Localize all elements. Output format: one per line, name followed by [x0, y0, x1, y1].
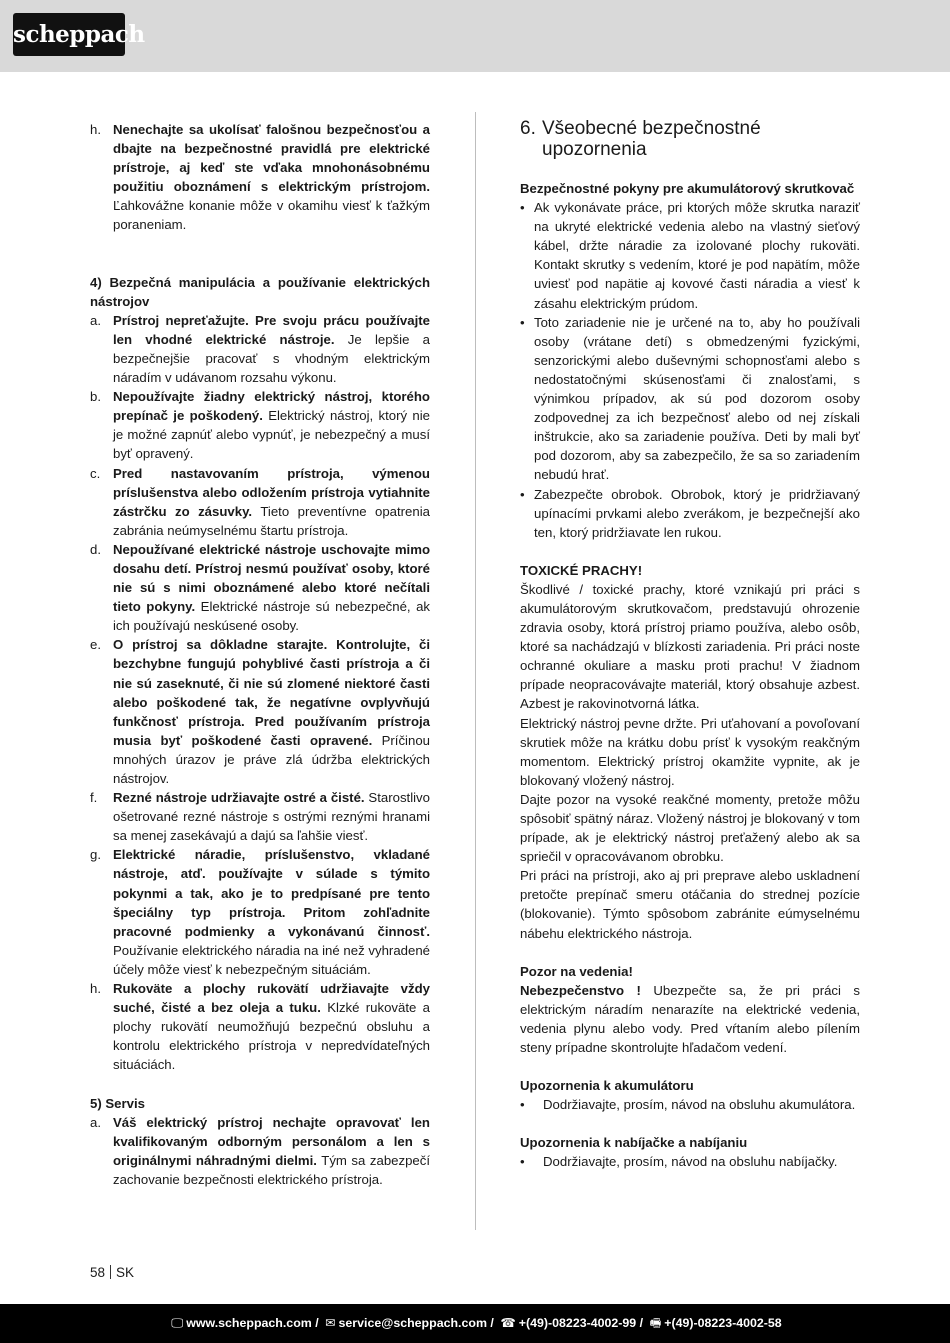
list-item-a — [90, 311, 430, 387]
cables-text: Ubezpečte sa, že pri práci s elektrickým náradím nenarazíte na elektrické vedenia, vedenia plynu alebo vody. Pred vŕtaním alebo pílením steny prípadne skontrolujte hľadačom vedení. — [520, 982, 860, 1056]
bullet-icon: • — [520, 200, 525, 216]
list-item — [520, 485, 860, 542]
danger-label: Nebezpečenstvo ! — [520, 982, 641, 998]
item-bold-text: Rukoväte a plochy rukovätí udržiavajte vždy suché, čisté a bez oleja a tuku. — [113, 981, 430, 1016]
right-column — [520, 120, 860, 1172]
item-bold-text: Elektrické náradie, príslušenstvo, vkladané nástroje, atď. používajte v súlade s týmito pokynmi a tak, ako je to predpísané pre tento špeciálny typ prístroja. Pritom zohľadnite pracovné podmienky a vykonávanú činnosť. — [113, 847, 430, 939]
list-item-h2 — [90, 979, 430, 1074]
bullet-text: Toto zariadenie nie je určené na to, aby ho používali osoby (vrátane detí) s obmedzenými fyzickými, senzorickými alebo duševnými schopnosťami alebo s nedostatočnými skúsenosťami či znalosťami, s výnimkou prípadov, ak sú pod dozorom osoby zodpovednej za ich bezpečnosť alebo od nej získali inštrukcie, ako sa zariadenie používa. Deti by mali byť pod dozorom, aby sa zabezpečilo, že sa so zariadením nebudú hrať. — [534, 314, 860, 483]
phone-icon: ☎ — [500, 1316, 516, 1330]
list-item — [520, 313, 860, 485]
page-footer — [90, 1265, 134, 1280]
contact-bar — [0, 1304, 950, 1343]
toxic-paragraph: Škodlivé / toxické prachy, ktoré vznikajú pri práci s akumulátorovým skrutkovačom, predstavujú ohrozenie zdravia osoby, ktorá prístroj priamo používa, alebo osôb, ktoré sa nachádzajú v blízkosti zariadenia. Pri práci noste ochranné okuliare a masku proti prachu! V žiadnom prípade neopracovávajte materiál, ktorý obsahuje azbest. Azbest je rakovinotvorná látka. — [520, 581, 860, 712]
list-item — [520, 1152, 860, 1171]
cables-paragraph — [520, 981, 860, 1057]
item-bold-text: Váš elektrický prístroj nechajte opravovať len kvalifikovaným odborným personálom a len s originálnymi náhradnými dielmi. — [113, 1114, 430, 1168]
bullet-text: Ak vykonávate práce, pri ktorých môže skrutka naraziť na ukryté elektrické vedenia alebo na vlastný sieťový kábel, držte náradie za izolované plochy rukoväti. Kontakt skrutky s vedením, ktoré je pod napätím, môže uviesť pod napätie aj kovové časti náradia a viesť k zásahu elektrickým prúdom. — [534, 200, 860, 311]
item-text: Tým sa zabezpečí zachovanie bezpečnosti elektrického prístroja. — [113, 1152, 431, 1187]
screwdriver-safety-heading: Bezpečnostné pokyny pre akumulátorový skrutkovač — [520, 181, 855, 196]
charger-heading: Upozornenia k nabíjačke a nabíjaniu — [520, 1135, 748, 1151]
bullet-text: Zabezpečte obrobok. Obrobok, ktorý je pridržiavaný upínacími prvkami alebo zverákom, je bezpečnejší ako ten, ktorý pridržiavate len rukou. — [534, 486, 860, 540]
bullet-text: Dodržiavajte, prosím, návod na obsluhu nabíjačky. — [543, 1154, 838, 1170]
list-item-f — [90, 788, 430, 845]
item-text: Ľahkovážne konanie môže v okamihu viesť k ťažkým poraneniam. — [113, 198, 430, 233]
item-text: Používanie elektrického náradia na iné než vyhradené účely môže viesť k nebezpečným situáciám. — [113, 942, 430, 977]
list-item-e — [90, 635, 430, 788]
item-bold-text: Prístroj nepreťažujte. Pre svoju prácu používajte len vhodné elektrické nástroje. — [113, 312, 430, 347]
website-link[interactable]: www.scheppach.com / — [186, 1316, 319, 1330]
toxic-dust-heading: TOXICKÉ PRACHY! — [520, 562, 643, 578]
web-icon: 🖵 — [171, 1316, 184, 1330]
fax-icon: 🖷 — [649, 1316, 662, 1330]
list-item — [520, 198, 860, 313]
section-4-heading: 4) Bezpečná manipulácia a používanie elektrických nástrojov — [90, 274, 430, 309]
list-item-a — [90, 1113, 430, 1189]
page-number: 58 — [90, 1265, 106, 1280]
bullet-text: Dodržiavajte, prosím, návod na obsluhu akumulátora. — [543, 1097, 856, 1113]
list-item-d — [90, 540, 430, 635]
separator — [110, 1265, 111, 1279]
bullet-icon: • — [520, 486, 525, 502]
language-code: SK — [116, 1265, 135, 1280]
item-marker: h. — [90, 122, 101, 137]
item-marker: a. — [90, 1114, 101, 1130]
item-marker: f. — [90, 790, 98, 806]
item-marker: c. — [90, 465, 101, 481]
toxic-paragraph: Pri práci na prístroji, ako aj pri preprave alebo uskladnení pretočte prepínač smeru otáčania do strednej pozície (blokovanie). Týmto spôsobom zabránite eúmyselnému nábehu elektrického nástroja. — [520, 868, 860, 941]
toxic-paragraph: Dajte pozor na vysoké reakčné momenty, pretože môžu spôsobiť spätný náraz. Vložený nástroj je blokovaný v tom prípade, ak je elektrický nástroj preťažený alebo ak sa spriečil v opracovávanom obrobku. — [520, 791, 860, 865]
item-text: Je lepšie a bezpečnejšie pracovať s vhodným elektrickým náradím v udávanom rozsahu výkonu. — [113, 331, 430, 386]
item-bold-text: Nenechajte sa ukolísať falošnou bezpečnosťou a dbajte na bezpečnostné pravidlá pre elektrické prístroje, aj keď ste vďaka mnohonásobnému použitiu oboznámení s elektrickým prístrojom. — [113, 122, 430, 195]
item-text: Elektrické nástroje sú nebezpečné, ak ich používajú neskúsené osoby. — [113, 599, 430, 634]
bullet-icon: • — [520, 314, 525, 330]
item-text: Príčinou mnohých úrazov je práve zlá údržba elektrických nástrojov. — [113, 732, 430, 786]
item-text: Klzké rukoväte a plochy rukovätí neumožňujú bezpečnú obsluhu a kontrolu elektrického prístroja v nepredvídateľných situáciách. — [113, 1000, 430, 1073]
item-marker: d. — [90, 541, 101, 557]
section-number: 6. — [520, 118, 536, 139]
toxic-paragraph: Elektrický nástroj pevne držte. Pri uťahovaní a povoľovaní skrutiek môže na krátku dobu prísť k vysokým reakčným momentom. Elektrický prístroj okamžite vypnite, ak je blokovaný vložený nástroj. — [520, 715, 860, 788]
cables-heading: Pozor na vedenia! — [520, 963, 633, 979]
item-marker: a. — [90, 312, 101, 328]
item-bold-text: Nepoužívajte žiadny elektrický nástroj, ktorého prepínač je poškodený. — [113, 389, 430, 424]
item-text: Starostlivo ošetrované rezné nástroje s ostrými reznými hranami sa menej zasekávajú a dajú sa ľahšie viesť. — [113, 790, 430, 844]
item-bold-text: O prístroj sa dôkladne starajte. Kontrolujte, či bezchybne fungujú pohyblivé časti prístroja a či nie sú zaseknuté, či nie sú zlomené niektoré časti alebo poškodené tak, že negatívne ovplyvňujú funkčnosť prístroja. Pred používaním prístroja musia byť poškodené časti opravené. — [113, 637, 430, 748]
item-bold-text: Pred nastavovaním prístroja, výmenou príslušenstva alebo odložením prístroja vytiahnite zástrčku zo zásuvky. — [113, 465, 430, 519]
battery-heading: Upozornenia k akumulátoru — [520, 1078, 694, 1094]
mail-icon: ✉ — [325, 1316, 336, 1330]
left-column — [90, 120, 430, 1189]
item-bold-text: Nepoužívané elektrické nástroje uschovajte mimo dosahu detí. Prístroj nesmú používať osoby, ktoré nie sú s nimi oboznámené alebo ktoré nečítali tieto pokyny. — [113, 541, 430, 615]
section-6-heading — [520, 118, 860, 160]
list-item-c — [90, 464, 430, 540]
section-5-heading: 5) Servis — [90, 1095, 145, 1111]
list-item-b — [90, 387, 430, 463]
fax-number: +(49)-08223-4002-58 — [664, 1316, 782, 1330]
item-marker: h. — [90, 981, 101, 997]
scheppach-logo: scheppach — [13, 13, 125, 56]
list-item-g — [90, 845, 430, 979]
column-divider — [475, 112, 476, 1230]
bullet-icon: • — [520, 1097, 525, 1113]
bullet-icon: • — [520, 1154, 525, 1170]
list-item-h — [90, 120, 430, 235]
item-marker: e. — [90, 637, 101, 653]
email-link[interactable]: service@scheppach.com / — [338, 1316, 494, 1330]
phone-number: +(49)-08223-4002-99 / — [518, 1316, 644, 1330]
item-bold-text: Rezné nástroje udržiavajte ostré a čisté. — [113, 790, 365, 806]
section-title: Všeobecné bezpečnostné upozornenia — [542, 118, 761, 160]
item-text: Elektrický nástroj, ktorý nie je možné zapnúť alebo vypnúť, je nebezpečný a musí byť opravený. — [113, 408, 431, 462]
item-marker: g. — [90, 847, 101, 863]
item-text: Tieto preventívne opatrenia zabránia neúmyselnému štartu prístroja. — [113, 503, 430, 538]
list-item — [520, 1095, 860, 1114]
item-marker: b. — [90, 389, 101, 405]
